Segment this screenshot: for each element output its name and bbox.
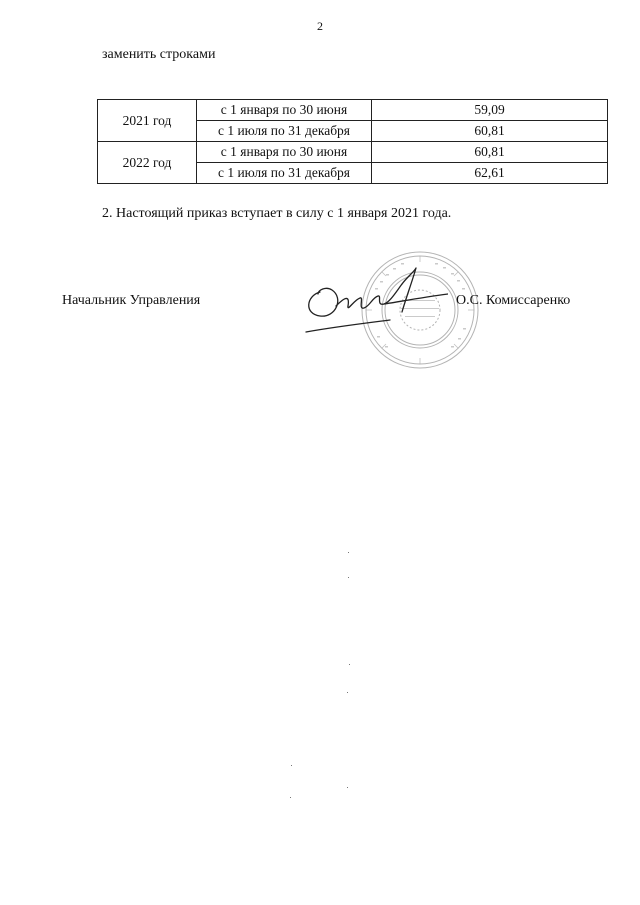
year-cell: 2021 год xyxy=(98,100,197,142)
signer-position: Начальник Управления xyxy=(62,293,201,308)
scan-speck xyxy=(291,765,292,766)
page-number: 2 xyxy=(317,19,323,33)
tariff-table xyxy=(97,99,608,184)
clause-text: 2. Настоящий приказ вступает в силу с 1 января 2021 года. xyxy=(102,206,452,221)
period-cell: с 1 июля по 31 декабря xyxy=(197,121,372,142)
scan-speck xyxy=(349,664,350,665)
period-cell: с 1 января по 30 июня xyxy=(197,100,372,121)
value-cell: 62,61 xyxy=(372,163,608,184)
signature-icon xyxy=(298,262,448,342)
value-cell: 60,81 xyxy=(372,121,608,142)
table-row xyxy=(98,100,608,121)
signer-name: О.С. Комиссаренко xyxy=(456,293,571,308)
scan-speck xyxy=(347,787,348,788)
scan-speck xyxy=(348,577,349,578)
scan-speck xyxy=(348,552,349,553)
scan-speck xyxy=(290,797,291,798)
table-row xyxy=(98,142,608,163)
intro-text: заменить строками xyxy=(102,47,216,62)
value-cell: 60,81 xyxy=(372,142,608,163)
period-cell: с 1 января по 30 июня xyxy=(197,142,372,163)
value-cell: 59,09 xyxy=(372,100,608,121)
scan-speck xyxy=(347,692,348,693)
period-cell: с 1 июля по 31 декабря xyxy=(197,163,372,184)
year-cell: 2022 год xyxy=(98,142,197,184)
handwritten-signature xyxy=(298,262,448,347)
